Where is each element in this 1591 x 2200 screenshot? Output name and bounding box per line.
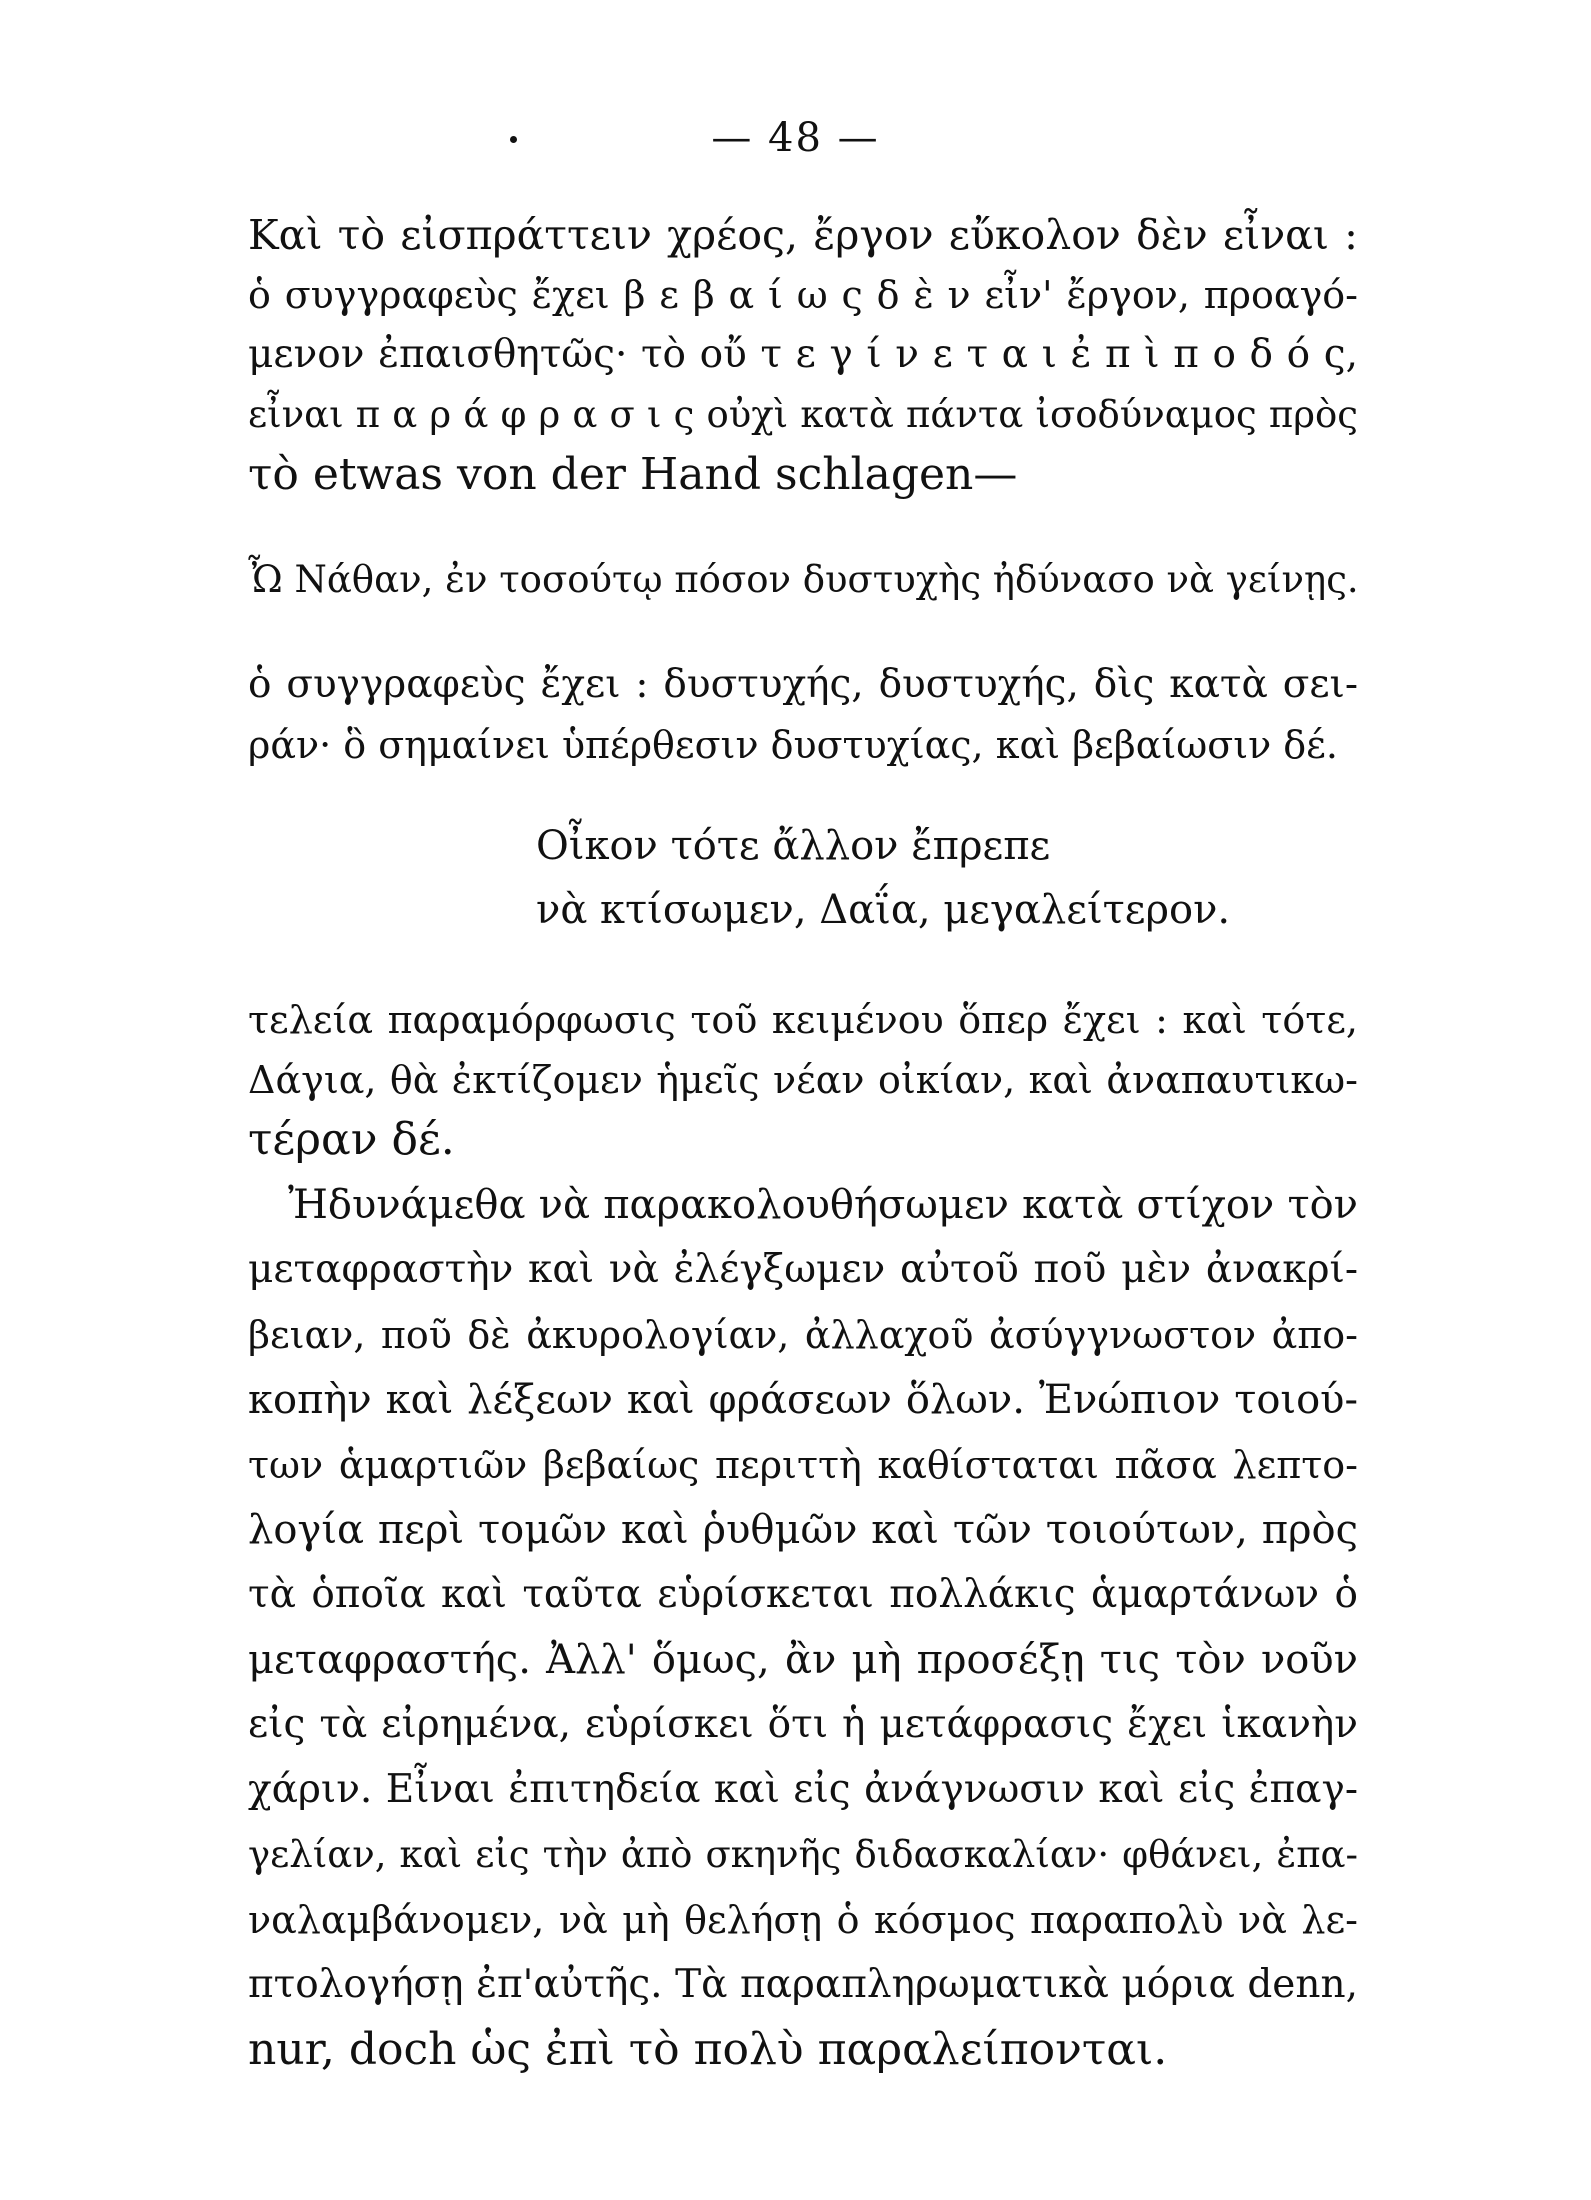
text-line: κοπὴν καὶ λέξεων καὶ φράσεων ὅλων. Ἐνώπιον τοιού- bbox=[248, 1377, 1358, 1423]
text-line: τέραν δέ. bbox=[248, 1114, 455, 1165]
text-line: Καὶ τὸ εἰσπράττειν χρέος, ἔργον εὔκολον δὲν εἶναι : bbox=[248, 211, 1358, 259]
text-line: Ἠδυνάμεθα νὰ παρακολουθήσωμεν κατὰ στίχον τὸν bbox=[288, 1182, 1358, 1228]
text-line: nur, doch ὡς ἐπὶ τὸ πολὺ παραλείπονται. bbox=[248, 2024, 1168, 2075]
text-line: ράν· ὃ σημαίνει ὑπέρθεσιν δυστυχίας, καὶ βεβαίωσιν δέ. bbox=[248, 723, 1338, 767]
text-line: τὸ etwas von der Hand schlagen— bbox=[248, 449, 1018, 500]
text-line: ὁ συγγραφεὺς ἔχει β ε β α ί ω ς δ ὲ ν εἶν' ἔργον, προαγό- bbox=[248, 273, 1358, 317]
text-line: μεταφραστὴν καὶ νὰ ἐλέγξωμεν αὐτοῦ ποῦ μὲν ἀνακρί- bbox=[248, 1247, 1358, 1292]
text-line: Δάγια, θὰ ἐκτίζομεν ἡμεῖς νέαν οἰκίαν, καὶ ἀναπαυτικω- bbox=[248, 1058, 1358, 1102]
text-line: των ἁμαρτιῶν βεβαίως περιττὴ καθίσταται πᾶσα λεπτο- bbox=[248, 1443, 1358, 1487]
text-line: τὰ ὁποῖα καὶ ταῦτα εὑρίσκεται πολλάκις ἁμαρτάνων ὁ bbox=[248, 1572, 1358, 1617]
page-number: — 48 — bbox=[711, 115, 880, 161]
text-line: πτολογήσῃ ἐπ'αὐτῆς. Τὰ παραπληρωματικὰ μόρια denn, bbox=[248, 1962, 1358, 2007]
verse-line: νὰ κτίσωμεν, Δαΐα, μεγαλείτερον. bbox=[536, 887, 1231, 933]
text-line: ναλαμβάνομεν, νὰ μὴ θελήσῃ ὁ κόσμος παραπολὺ νὰ λε- bbox=[248, 1898, 1358, 1942]
text-line: τελεία παραμόρφωσις τοῦ κειμένου ὅπερ ἔχει : καὶ τότε, bbox=[248, 998, 1358, 1042]
text-line: λογία περὶ τομῶν καὶ ῥυθμῶν καὶ τῶν τοιούτων, πρὸς bbox=[248, 1507, 1358, 1553]
text-line: βειαν, ποῦ δὲ ἀκυρολογίαν, ἀλλαχοῦ ἀσύγγνωστον ἀπο- bbox=[248, 1313, 1358, 1357]
text-line: ὁ συγγραφεὺς ἔχει : δυστυχής, δυστυχής, δὶς κατὰ σει- bbox=[248, 662, 1358, 707]
text-line: εἶναι π α ρ ά φ ρ α σ ι ς οὐχὶ κατὰ πάντα ἰσοδύναμος πρὸς bbox=[248, 393, 1358, 436]
text-line: μεταφραστής. Ἀλλ' ὅμως, ἂν μὴ προσέξῃ τις τὸν νοῦν bbox=[248, 1637, 1358, 1683]
quoted-verse: Ὦ Νάθαν, ἐν τοσούτῳ πόσον δυστυχὴς ἠδύνασο νὰ γείνῃς. bbox=[248, 558, 1359, 601]
text-line: γελίαν, καὶ εἰς τὴν ἀπὸ σκηνῆς διδασκαλίαν· φθάνει, ἐπα- bbox=[248, 1833, 1358, 1876]
text-line: χάριν. Εἶναι ἐπιτηδεία καὶ εἰς ἀνάγνωσιν καὶ εἰς ἐπαγ- bbox=[248, 1767, 1358, 1812]
text-line: εἰς τὰ εἰρημένα, εὑρίσκει ὅτι ἡ μετάφρασις ἔχει ἱκανὴν bbox=[248, 1702, 1358, 1747]
text-line: μενον ἐπαισθητῶς· τὸ οὔ τ ε γ ί ν ε τ α ι ἐ π ὶ π ο δ ό ς, bbox=[248, 332, 1358, 377]
verse-line: Οἶκον τότε ἄλλον ἔπρεπε bbox=[536, 823, 1051, 869]
